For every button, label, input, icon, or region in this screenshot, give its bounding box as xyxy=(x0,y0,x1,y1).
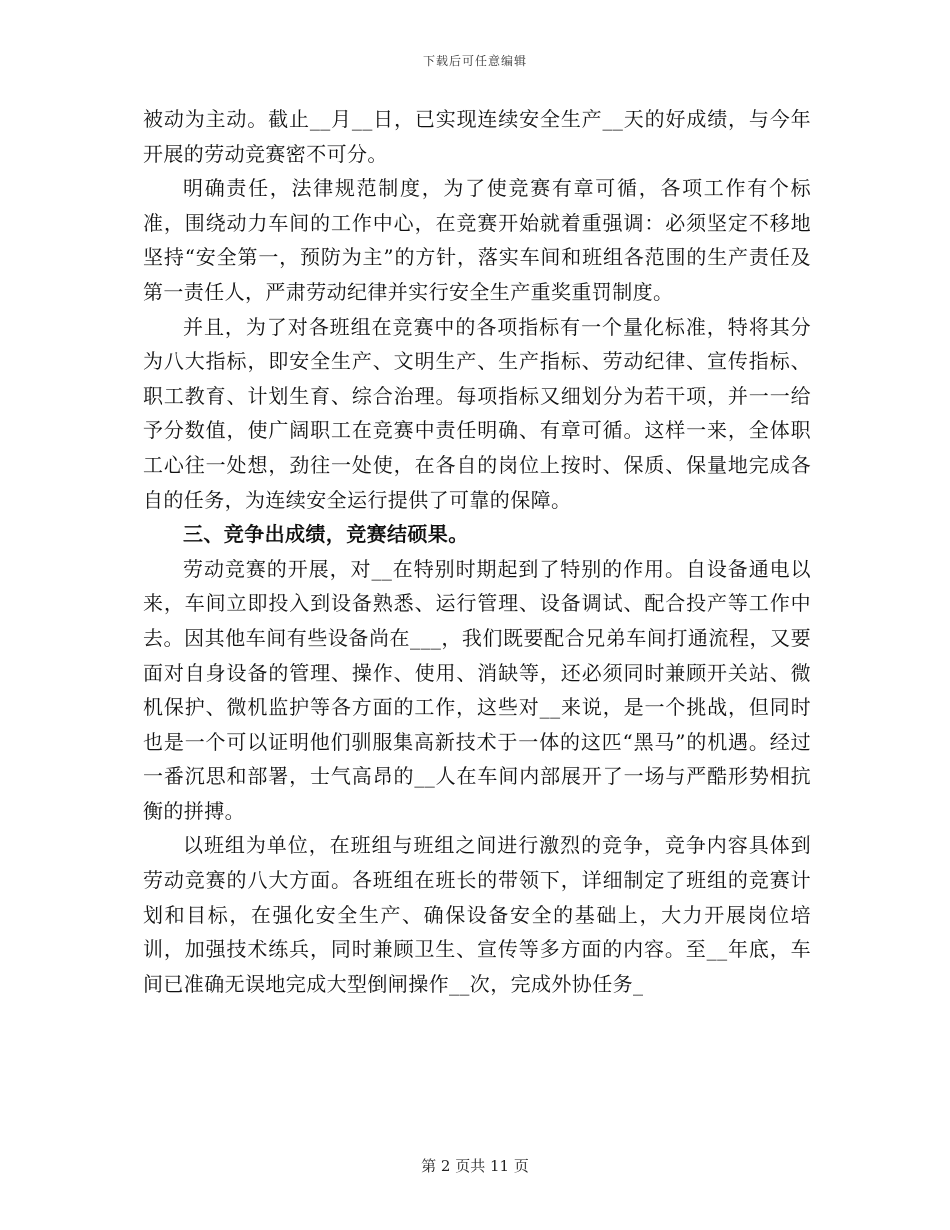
paragraph-team-competition: 以班组为单位，在班组与班组之间进行激烈的竞争，竞争内容具体到劳动竞赛的八大方面。各班组在班长的带领下，详细制定了班组的竞赛计划和目标，在强化安全生产、确保设备安全的基础上，大力开展岗位培训，加强技术练兵，同时兼顾卫生、宣传等多方面的内容。至__年底，车间已准确无误地完成大型倒闸操作__次，完成外协任务_ xyxy=(143,833,811,996)
section-heading: 三、竞争出成绩，竞赛结硕果。 xyxy=(183,522,469,547)
paragraph-continuation: 被动为主动。截止__月__日，已实现连续安全生产__天的好成绩，与今年开展的劳动竞赛密不可分。 xyxy=(143,107,811,166)
paragraph-indicators: 并且，为了对各班组在竞赛中的各项指标有一个量化标准，特将其分为八大指标，即安全生产、文明生产、生产指标、劳动纪律、宣传指标、职工教育、计划生育、综合治理。每项指标又细划分为若干项，并一一给予分数值，使广阔职工在竞赛中责任明确、有章可循。这样一来，全体职工心往一处想，劲往一处使，在各自的岗位上按时、保质、保量地完成各自的任务，为连续安全运行提供了可靠的保障。 xyxy=(143,314,811,512)
paragraph-competition-role: 劳动竞赛的开展，对__在特别时期起到了特别的作用。自设备通电以来，车间立即投入到设备熟悉、运行管理、设备调试、配合投产等工作中去。因其他车间有些设备尚在___，我们既要配合兄弟车间打通流程，又要面对自身设备的管理、操作、使用、消缺等，还必须同时兼顾开关站、微机保护、微机监护等各方面的工作，这些对__来说，是一个挑战，但同时也是一个可以证明他们驯服集高新技术于一体的这匹“黑马”的机遇。经过一番沉思和部署，士气高昂的__人在车间内部展开了一场与严酷形势相抗衡的拼搏。 xyxy=(143,556,811,823)
page-footer: 第 2 页共 11 页 xyxy=(421,1157,529,1175)
paragraph-responsibility: 明确责任，法律规范制度，为了使竞赛有章可循，各项工作有个标准，围绕动力车间的工作中心，在竞赛开始就着重强调：必须坚定不移地坚持“安全第一，预防为主”的方针，落实车间和班组各范围的生产责任及第一责任人，严肃劳动纪律并实行安全生产重奖重罚制度。 xyxy=(143,176,811,304)
document-body xyxy=(143,102,811,1001)
page-header: 下载后可任意编辑 xyxy=(422,54,527,68)
